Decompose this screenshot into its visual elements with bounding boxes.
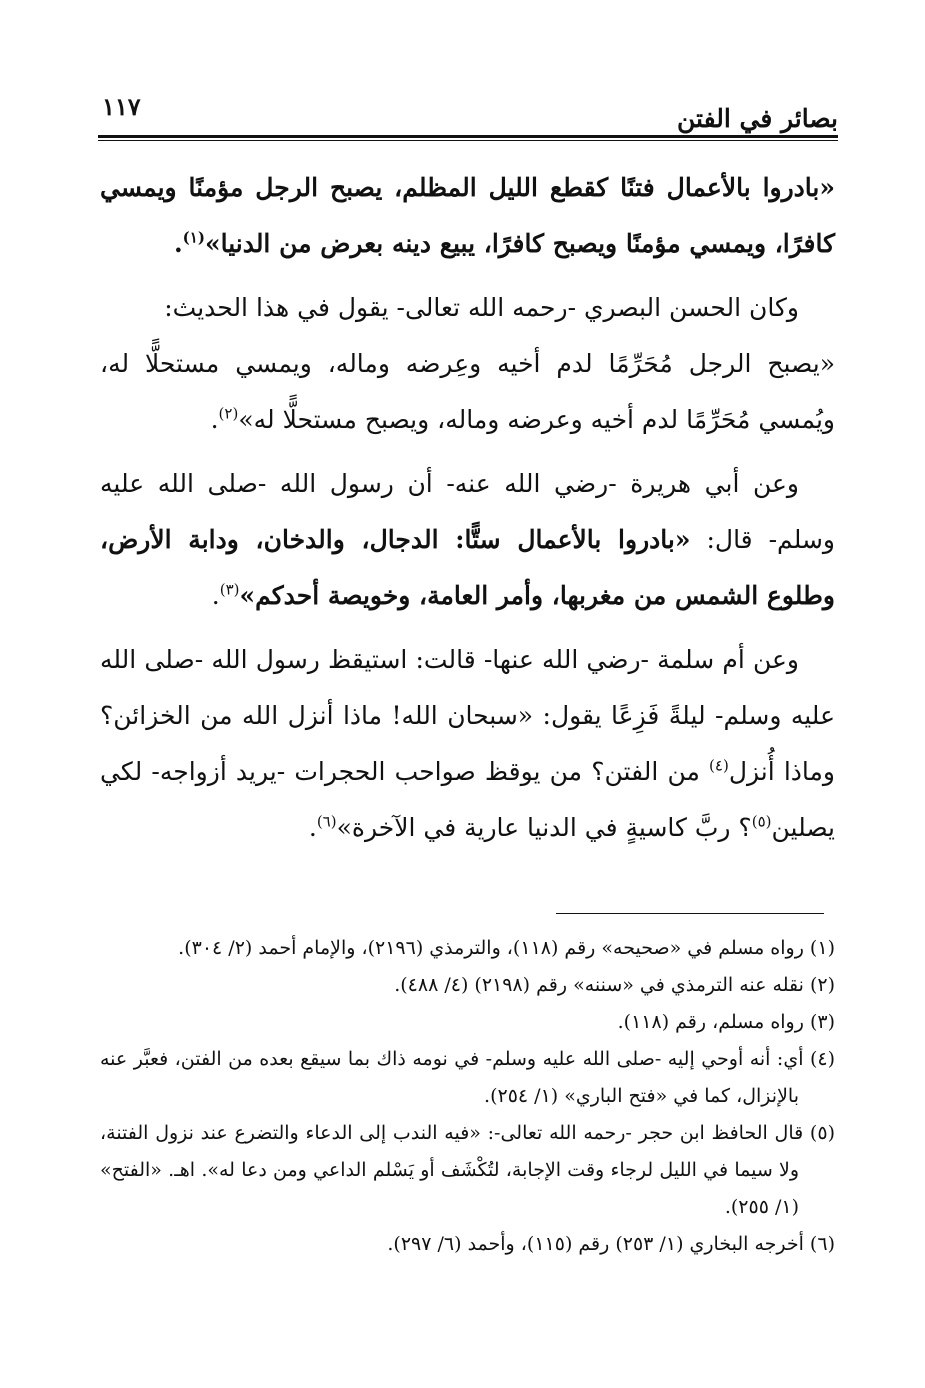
page-number: ١١٧ <box>102 92 141 121</box>
paragraph-2 <box>100 280 835 448</box>
footnote-ref-4[interactable]: (٤) <box>709 756 729 775</box>
paragraph-end-2: . <box>210 405 219 434</box>
paragraph-3 <box>100 456 835 624</box>
paragraph-4 <box>100 632 835 856</box>
footnote-2: (٢) نقله عنه الترمذي في «سننه» رقم (٢١٩٨) (٤/ ٤٨٨). <box>394 974 835 996</box>
header-rule-thin <box>98 140 838 141</box>
footnote-ref-5[interactable]: (٥) <box>751 812 772 831</box>
paragraph-4-part-1: وعن أم سلمة -رضي الله عنها- قالت: استيقظ رسول الله -صلى الله عليه وسلم- ليلةً فَزِعًا يقول: «سبحان الله! ماذا أنزل الله من الخزائن؟ وماذا أُنزل <box>100 645 835 786</box>
hadith-quote-1: «بادروا بالأعمال فتنًا كقطع الليل المظلم، يصبح الرجل مؤمنًا ويمسي كافرًا، ويمسي مؤمنًا ويصبح كافرًا، يبيع دينه بعرض من الدنيا» <box>100 173 835 258</box>
paragraph-1 <box>100 160 835 272</box>
footnote-4: (٤) أي: أنه أوحي إليه -صلى الله عليه وسلم- في نومه ذاك بما سيقع بعده من الفتن، فعبَّر عنه بالإنزال، كما في «فتح الباري» (١/ ٢٥٤). <box>100 1048 835 1107</box>
paragraph-3-intro: وعن أبي هريرة -رضي الله عنه- أن رسول الله -صلى الله عليه وسلم- قال: <box>100 469 835 554</box>
main-text <box>100 160 835 864</box>
header-rule-thick <box>98 135 838 138</box>
footnotes <box>100 930 835 1263</box>
paragraph-end-4: . <box>308 813 317 842</box>
paragraph-end-3: . <box>211 581 220 610</box>
footnote-1: (١) رواه مسلم في «صحيحه» رقم (١١٨)، والترمذي (٢١٩٦)، والإمام أحمد (٢/ ٣٠٤). <box>178 937 835 959</box>
paragraph-end-1: . <box>173 229 183 258</box>
footnote-5: (٥) قال الحافظ ابن حجر -رحمه الله تعالى-: «فيه الندب إلى الدعاء والتضرع عند نزول الفتنة، ولا سيما في الليل لرجاء وقت الإجابة، لتُكْشَف أو يَسْلم الداعي ومن دعا له». اهـ. «الفتح» (١/ ٢٥٥). <box>100 1122 835 1218</box>
footnote-ref-6[interactable]: (٦) <box>316 812 337 831</box>
footnote-ref-1[interactable]: (١) <box>182 228 205 247</box>
paragraph-2-intro: وكان الحسن البصري -رحمه الله تعالى- يقول في هذا الحديث: <box>164 293 799 322</box>
running-title: بصائر في الفتن <box>677 104 838 133</box>
footnote-6: (٦) أخرجه البخاري (١/ ٢٥٣) رقم (١١٥)، وأحمد (٦/ ٢٩٧). <box>387 1233 835 1255</box>
footnote-ref-3[interactable]: (٣) <box>219 580 240 599</box>
paragraph-4-part-2: من الفتن؟ من يوقظ صواحب الحجرات -يريد أزواجه- لكي يصلين <box>100 757 835 842</box>
footnote-separator <box>556 913 824 914</box>
hasan-quote: «يصبح الرجل مُحَرِّمًا لدم أخيه وعِرضه وماله، ويمسي مستحلًّا له، ويُمسي مُحَرِّمًا لدم أخيه وعرضه وماله، ويصبح مستحلًّا له» <box>100 349 835 434</box>
footnote-ref-2[interactable]: (٢) <box>218 404 239 423</box>
paragraph-4-part-3: ؟ ربَّ كاسيةٍ في الدنيا عارية في الآخرة» <box>336 813 752 842</box>
hadith-quote-3: «بادروا بالأعمال ستًّا: الدجال، والدخان، ودابة الأرض، وطلوع الشمس من مغربها، وأمر العامة، وخويصة أحدكم» <box>100 525 835 610</box>
running-header <box>98 78 838 140</box>
footnote-3: (٣) رواه مسلم، رقم (١١٨). <box>617 1011 835 1033</box>
